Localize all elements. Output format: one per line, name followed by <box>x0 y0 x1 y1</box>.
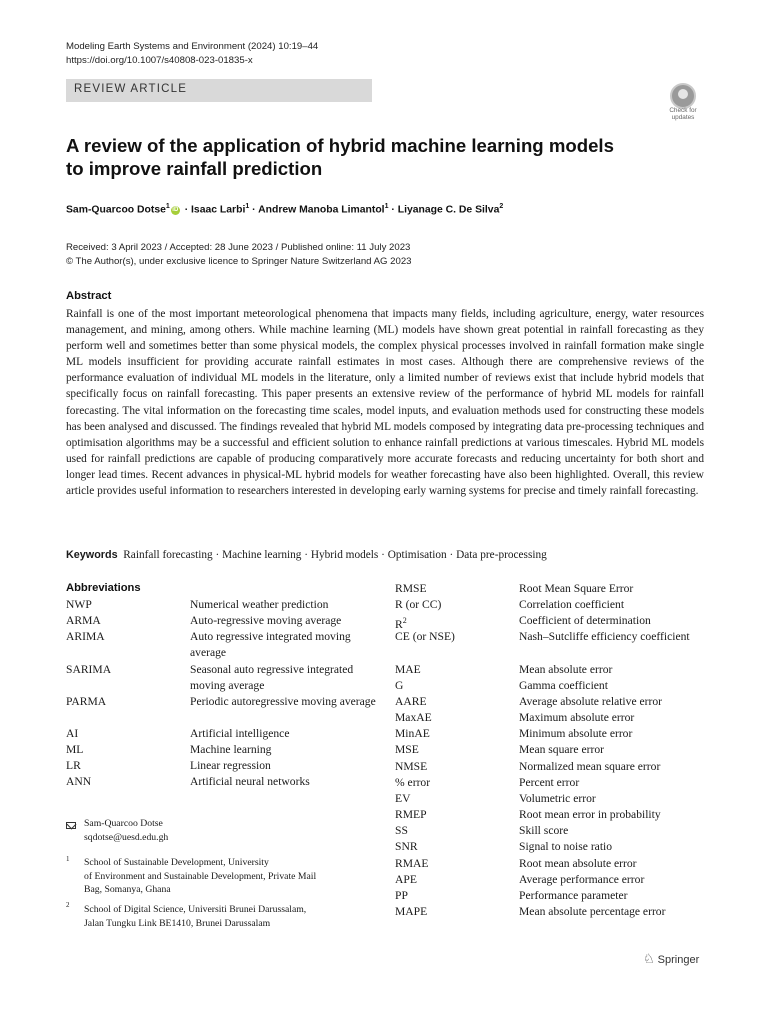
publication-dates: Received: 3 April 2023 / Accepted: 28 June 2023 / Published online: 11 July 2023 © The Author(s), under exclusive licence to Springer Nature Switzerland AG 2023 <box>66 242 412 267</box>
check-updates-icon <box>670 83 696 109</box>
author-name[interactable]: Sam-Quarcoo Dotse <box>66 204 166 216</box>
publisher-logo: ♘ Springer <box>643 951 700 966</box>
article-title: A review of the application of hybrid machine learning models to improve rainfall prediction <box>66 135 614 179</box>
doi-link[interactable]: https://doi.org/10.1007/s40808-023-01835-x <box>66 55 253 66</box>
affiliation-number: 1 <box>66 855 70 863</box>
springer-horse-icon: ♘ <box>643 951 655 966</box>
article-type-banner <box>66 79 372 102</box>
abbreviation-term: NWP <box>66 598 92 611</box>
abbreviations-heading: Abbreviations <box>66 582 141 594</box>
orcid-icon[interactable]: iD <box>172 207 179 214</box>
correspondence <box>84 817 168 844</box>
author-name[interactable]: Liyanage C. De Silva <box>397 204 500 216</box>
journal-citation: Modeling Earth Systems and Environment (2024) 10:19–44 <box>66 41 319 52</box>
author-name[interactable]: Isaac Larbi <box>191 204 246 216</box>
affiliation-number: 2 <box>66 901 70 909</box>
affiliation: School of Sustainable Development, University of Environment and Sustainable Development, Private Mail Bag, Somanya, Ghana <box>84 857 317 896</box>
check-for-updates-badge[interactable]: Check for updates <box>663 83 703 123</box>
abstract-text: Rainfall is one of the most important meteorological phenomena that impacts many fields, including agriculture, energy, water resources management, and mining, among others. While machine learning (ML) models have shown great potential in rainfall forecasting as they perform well and sometimes better than some physical models, the complex physical processes involved in rainfall formation make single ML models insufficient for providing accurate rainfall estimates in most cases. Although there are comprehensive reviews of the performance evaluation of individual ML models in the literature, only a limited number of reviews exist that include hybrid models that specifically focus on rainfall forecasting. This paper presents an extensive review of the performance of hybrid ML models for rainfall forecasting. The vital information on the forecasting time scales, model inputs, and evaluation methods used for constructing these models has been analysed and discussed. The findings revealed that hybrid ML models composed by integrating data pre-processing techniques and optimisation algorithms may be a successful and efficient solution to enhance rainfall predictions at various timescales. Hybrid ML models used for rainfall predictions are capable of producing comparatively more accurate forecasts and reducing uncertainty for both short and longer lead times. Recent advances in physical-ML hybrid models for weather forecasting have also been highlighted. Overall, this review article provides useful information to researchers interested in developing early warning systems for precise and timely rainfall forecasting. <box>66 308 704 498</box>
keywords-label: Keywords <box>66 549 118 561</box>
keywords-list: Rainfall forecasting · Machine learning · Hybrid models · Optimisation · Data pre-processing <box>123 549 547 561</box>
keywords <box>66 549 547 561</box>
email-icon <box>66 822 76 829</box>
article-type-label: REVIEW ARTICLE <box>74 83 188 95</box>
corresponding-author: Sam-Quarcoo Dotse <box>84 818 163 829</box>
corresponding-email[interactable]: sqdotse@uesd.edu.gh <box>84 831 169 843</box>
abbreviation-definition: Numerical weather prediction <box>190 598 329 611</box>
affiliation: School of Digital Science, Universiti Brunei Darussalam, Jalan Tungku Link BE1410, Brunei Darussalam <box>84 904 307 929</box>
abstract-heading: Abstract <box>66 290 112 302</box>
author-list: Sam-Quarcoo Dotse$^1$iD · Isaac Larbi$^1$ · Andrew Manoba Limantol$^1$ · Liyanage C. De Silva$^2$ <box>66 203 504 216</box>
author-name[interactable]: Andrew Manoba Limantol <box>258 204 385 216</box>
